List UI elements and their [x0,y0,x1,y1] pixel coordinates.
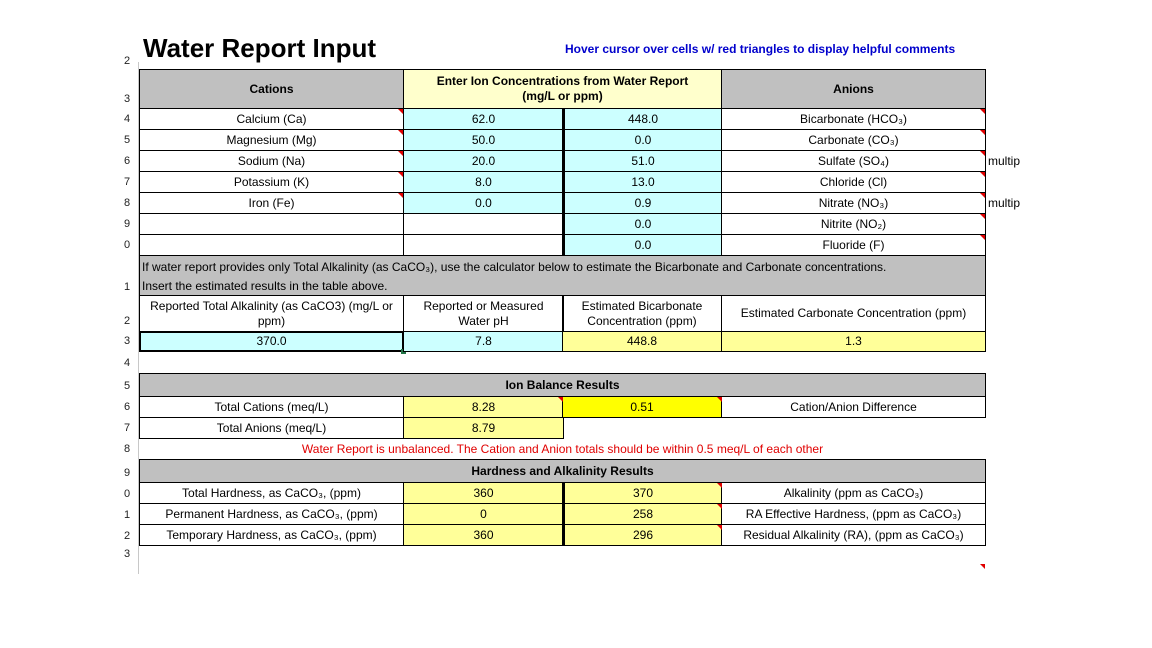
total-cations-label: Total Cations (meq/L) [139,396,404,418]
row-number: 1 [124,509,131,521]
cation-input[interactable] [403,234,564,256]
cation-input[interactable]: 8.0 [403,171,564,193]
comment-indicator-icon[interactable] [398,172,403,177]
cation-label: Potassium (K) [139,171,404,193]
row-number: 0 [124,488,131,500]
comment-indicator-icon[interactable] [398,151,403,156]
row-number: 3 [124,548,131,560]
overflow-note: multip [988,196,1021,210]
anion-label: Chloride (Cl) [721,171,986,193]
anion-label: Nitrate (NO₃) [721,192,986,214]
row-number: 4 [124,357,131,369]
hardness-label: Temporary Hardness, as CaCO₃, (ppm) [139,524,404,546]
anion-label: Sulfate (SO₄) [721,150,986,172]
hardness-value: 0 [403,503,564,525]
water-ph-input[interactable]: 7.8 [403,331,564,352]
row-number: 5 [124,380,131,392]
cation-input[interactable] [403,213,564,235]
total-alkalinity-header: Reported Total Alkalinity (as CaCO3) (mg/L or ppm) [139,295,404,332]
cation-label [139,234,404,256]
anion-input[interactable]: 0.0 [562,129,722,151]
comment-indicator-icon[interactable] [980,130,985,135]
anion-label: Fluoride (F) [721,234,986,256]
water-ph-header: Reported or Measured Water pH [403,295,564,332]
row-number: 1 [124,281,131,293]
alkalinity-note-line2: Insert the estimated results in the table above. [142,279,388,293]
cation-label: Magnesium (Mg) [139,129,404,151]
anion-label: Bicarbonate (HCO₃) [721,108,986,130]
alkalinity-note-box [139,255,986,296]
hardness-label: Total Hardness, as CaCO₃, (ppm) [139,482,404,504]
cation-input[interactable]: 62.0 [403,108,564,130]
cations-header: Cations [139,69,404,109]
comment-indicator-icon[interactable] [398,193,403,198]
alkalinity-label: RA Effective Hardness, (ppm as CaCO₃) [721,503,986,525]
row-number: 3 [124,93,131,105]
total-anions-value: 8.79 [403,417,564,439]
balance-warning: Water Report is unbalanced. The Cation and Anion totals should be within 0.5 meq/L of each other [301,442,824,456]
cation-label: Iron (Fe) [139,192,404,214]
row-number: 3 [124,335,131,347]
row-number: 8 [124,443,131,455]
comment-indicator-icon[interactable] [980,109,985,114]
row-number: 2 [124,55,131,67]
anion-input[interactable]: 0.0 [562,234,722,256]
comment-indicator-icon[interactable] [717,525,722,530]
total-alkalinity-input[interactable]: 370.0 [139,331,404,352]
comment-indicator-icon[interactable] [717,504,722,509]
row-number: 8 [124,197,131,209]
bicarbonate-estimate-header: Estimated Bicarbonate Concentration (ppm) [562,295,722,332]
page-title: Water Report Input [143,33,377,63]
alkalinity-value: 370 [562,482,722,504]
cation-label: Calcium (Ca) [139,108,404,130]
row-number: 5 [124,134,131,146]
anion-input[interactable]: 51.0 [562,150,722,172]
row-number: 6 [124,155,131,167]
cation-input[interactable]: 0.0 [403,192,564,214]
hint-text: Hover cursor over cells w/ red triangles to display helpful comments [565,42,956,56]
comment-indicator-icon[interactable] [980,564,985,569]
bicarbonate-estimate-value: 448.8 [562,331,722,352]
total-cations-value: 8.28 [403,396,564,418]
comment-indicator-icon[interactable] [980,214,985,219]
alkalinity-value: 258 [562,503,722,525]
anion-input[interactable]: 448.0 [562,108,722,130]
cation-input[interactable]: 50.0 [403,129,564,151]
cation-label: Sodium (Na) [139,150,404,172]
row-number: 9 [124,218,131,230]
anion-label: Nitrite (NO₂) [721,213,986,235]
overflow-note: multip [988,154,1021,168]
row-number: 4 [124,113,131,125]
comment-indicator-icon[interactable] [558,397,563,402]
hardness-value: 360 [403,482,564,504]
anion-input[interactable]: 0.0 [562,213,722,235]
anion-input[interactable]: 0.9 [562,192,722,214]
hardness-label: Permanent Hardness, as CaCO₃, (ppm) [139,503,404,525]
alkalinity-label: Residual Alkalinity (RA), (ppm as CaCO₃) [721,524,986,546]
alkalinity-note-line1: If water report provides only Total Alkalinity (as CaCO₃), use the calculator below to estimate the Bicarbonate and Carbonate concentrations. [142,260,887,274]
comment-indicator-icon[interactable] [717,397,722,402]
comment-indicator-icon[interactable] [717,483,722,488]
cation-anion-difference-label: Cation/Anion Difference [721,396,986,418]
comment-indicator-icon[interactable] [398,109,403,114]
row-number: 7 [124,176,131,188]
ion-balance-title: Ion Balance Results [139,373,986,397]
cation-anion-difference-value: 0.51 [562,396,722,418]
total-anions-label: Total Anions (meq/L) [139,417,404,439]
hardness-title: Hardness and Alkalinity Results [139,459,986,483]
carbonate-estimate-header: Estimated Carbonate Concentration (ppm) [721,295,986,332]
anion-label: Carbonate (CO₃) [721,129,986,151]
alkalinity-label: Alkalinity (ppm as CaCO₃) [721,482,986,504]
alkalinity-value: 296 [562,524,722,546]
comment-indicator-icon[interactable] [980,172,985,177]
comment-indicator-icon[interactable] [398,130,403,135]
comment-indicator-icon[interactable] [980,235,985,240]
row-number: 9 [124,467,131,479]
row-number: 2 [124,315,131,327]
comment-indicator-icon[interactable] [980,193,985,198]
cation-input[interactable]: 20.0 [403,150,564,172]
row-number: 7 [124,422,131,434]
enter-ion-header: Enter Ion Concentrations from Water Report (mg/L or ppm) [403,69,722,109]
row-number: 2 [124,530,131,542]
anion-input[interactable]: 13.0 [562,171,722,193]
carbonate-estimate-value: 1.3 [721,331,986,352]
comment-indicator-icon[interactable] [980,151,985,156]
row-number: 6 [124,401,131,413]
row-number: 0 [124,239,131,251]
hardness-value: 360 [403,524,564,546]
anions-header: Anions [721,69,986,109]
cation-label [139,213,404,235]
